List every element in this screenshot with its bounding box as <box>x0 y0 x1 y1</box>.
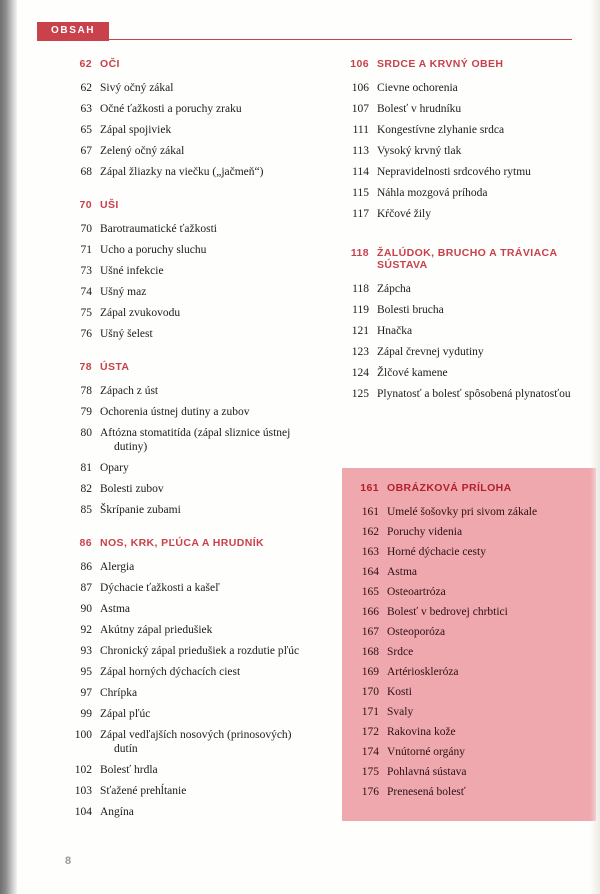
toc-entry[interactable] <box>65 405 335 419</box>
toc-entry[interactable] <box>65 306 335 320</box>
toc-entry-title: Rakovina kože <box>387 726 456 738</box>
toc-entry-page: 81 <box>80 462 92 474</box>
toc-entry-title: Akútny zápal priedušiek <box>100 624 213 636</box>
toc-entry[interactable] <box>352 605 596 619</box>
toc-entry-page: 121 <box>351 325 369 337</box>
toc-entry[interactable] <box>352 645 596 659</box>
toc-entry-title: Artérioskleróza <box>387 666 459 678</box>
toc-section-title: NOS, KRK, PĽÚCA A HRUDNÍK <box>100 537 264 549</box>
toc-entry[interactable] <box>65 581 335 595</box>
toc-entry-title-wrap <box>100 728 335 756</box>
toc-entry-page: 92 <box>80 624 92 636</box>
toc-section-page: 70 <box>79 199 92 211</box>
toc-entry-title: Pohlavná sústava <box>387 766 467 778</box>
toc-entry-title: Zápal žliazky na viečku („jačmeň“) <box>100 166 264 178</box>
toc-entry-title: Osteoartróza <box>387 586 446 598</box>
toc-entry[interactable] <box>352 745 596 759</box>
toc-entry[interactable] <box>65 707 335 721</box>
toc-entry-page: 103 <box>74 785 92 797</box>
toc-entry-title: Bolesti zubov <box>100 483 164 495</box>
toc-entry-page: 85 <box>80 504 92 516</box>
toc-entry[interactable] <box>342 165 600 179</box>
toc-section-title: ÚSTA <box>100 361 130 373</box>
toc-entry-page: 79 <box>80 406 92 418</box>
toc-entry-title-continuation: dutín <box>114 743 138 755</box>
toc-entry-page: 67 <box>80 145 92 157</box>
toc-section-title: OBRÁZKOVÁ PRÍLOHA <box>387 482 512 494</box>
toc-entry-page: 117 <box>352 208 369 220</box>
toc-section-page: 62 <box>79 58 92 70</box>
toc-entry-title: Opary <box>100 462 129 474</box>
toc-entry-page: 111 <box>352 124 369 136</box>
toc-entry-page: 176 <box>361 786 379 798</box>
toc-entry-page: 172 <box>361 726 379 738</box>
toc-entry-page: 71 <box>80 244 92 256</box>
toc-entry[interactable] <box>65 123 335 137</box>
toc-entry-title: Náhla mozgová príhoda <box>377 187 488 199</box>
toc-entry-page: 68 <box>80 166 92 178</box>
toc-entry[interactable] <box>352 725 596 739</box>
toc-entry[interactable] <box>65 784 335 798</box>
toc-entry-title: Zápal črevnej vydutiny <box>377 346 484 358</box>
toc-entry-page: 162 <box>361 526 379 538</box>
toc-entry[interactable] <box>65 805 335 819</box>
toc-entry-title: Zápach z úst <box>100 385 159 397</box>
toc-section-heading[interactable] <box>65 199 335 211</box>
toc-section <box>65 58 335 179</box>
toc-section <box>65 199 335 341</box>
toc-entry-page: 82 <box>80 483 92 495</box>
toc-entry-title: Barotraumatické ťažkosti <box>100 223 217 235</box>
toc-entry[interactable] <box>342 282 600 296</box>
toc-entry-title: Prenesená bolesť <box>387 786 466 798</box>
toc-entry[interactable] <box>65 482 335 496</box>
toc-entry[interactable] <box>352 525 596 539</box>
toc-entry-title: Zápal vedľajších nosových (prinosových) <box>100 729 292 741</box>
toc-section <box>342 58 600 221</box>
toc-entry-title-continuation: dutiny) <box>114 441 148 453</box>
toc-column-left <box>65 58 335 839</box>
toc-entry-page: 65 <box>80 124 92 136</box>
toc-section-heading[interactable] <box>342 247 600 271</box>
toc-entry-page: 174 <box>361 746 379 758</box>
toc-entry-title: Plynatosť a bolesť spôsobená plynatosťou <box>377 388 571 400</box>
toc-entry[interactable] <box>352 625 596 639</box>
toc-entry-title: Bolesť v bedrovej chrbtici <box>387 606 508 618</box>
toc-entry[interactable] <box>342 387 600 401</box>
toc-entry-title: Zápal pľúc <box>100 708 151 720</box>
toc-section-title: ŽALÚDOK, BRUCHO A TRÁVIACA SÚSTAVA <box>377 247 558 271</box>
toc-entry[interactable] <box>342 324 600 338</box>
toc-entry[interactable] <box>352 585 596 599</box>
toc-entry-title: Zápal spojiviek <box>100 124 172 136</box>
toc-entry-page: 107 <box>351 103 369 115</box>
toc-entry[interactable] <box>342 186 600 200</box>
toc-entry-title: Hnačka <box>377 325 413 337</box>
toc-entry-page: 70 <box>80 223 92 235</box>
toc-entry[interactable] <box>342 303 600 317</box>
toc-entry-title: Nepravidelnosti srdcového rytmu <box>377 166 531 178</box>
toc-entry-title: Zápcha <box>377 283 411 295</box>
toc-section <box>65 537 335 819</box>
toc-entry-title: Vysoký krvný tlak <box>377 145 462 157</box>
toc-entry[interactable] <box>65 602 335 616</box>
toc-entry-title: Škrípanie zubami <box>100 504 181 516</box>
toc-entry-page: 164 <box>361 566 379 578</box>
toc-entry-title: Zápal zvukovodu <box>100 307 181 319</box>
toc-entry-page: 74 <box>80 286 92 298</box>
toc-entry[interactable] <box>65 102 335 116</box>
toc-entry-page: 87 <box>80 582 92 594</box>
toc-entry-title: Astma <box>387 566 418 578</box>
toc-entry-page: 76 <box>80 328 92 340</box>
toc-entry[interactable] <box>65 665 335 679</box>
toc-column-right <box>342 58 600 421</box>
toc-entry-title: Ušný šelest <box>100 328 153 340</box>
toc-entry-title: Aftózna stomatitída (zápal sliznice ústnej <box>100 427 291 439</box>
toc-entry-page: 99 <box>80 708 92 720</box>
toc-entry-title: Horné dýchacie cesty <box>387 546 486 558</box>
toc-entry[interactable] <box>352 685 596 699</box>
toc-entry[interactable] <box>65 285 335 299</box>
toc-entry[interactable] <box>65 81 335 95</box>
toc-entry[interactable] <box>65 763 335 777</box>
toc-section-page: 86 <box>79 537 92 549</box>
toc-entry-title: Bolesť hrdla <box>100 764 158 776</box>
toc-entry[interactable] <box>65 222 335 236</box>
toc-entry-page: 62 <box>80 82 92 94</box>
toc-entry-title: Svaly <box>387 706 414 718</box>
toc-entry-page: 78 <box>80 385 92 397</box>
toc-entry[interactable] <box>342 345 600 359</box>
toc-section-heading[interactable] <box>342 58 600 70</box>
toc-entry-page: 165 <box>361 586 379 598</box>
toc-section-heading[interactable] <box>65 537 335 549</box>
toc-section-title: SRDCE A KRVNÝ OBEH <box>377 58 504 70</box>
page-header <box>37 22 572 40</box>
toc-entry-page: 63 <box>80 103 92 115</box>
toc-entry-title: Vnútorné orgány <box>387 746 466 758</box>
toc-entry-page: 114 <box>352 166 369 178</box>
toc-entry[interactable] <box>65 327 335 341</box>
toc-entry-page: 118 <box>352 283 369 295</box>
toc-entry[interactable] <box>352 785 596 799</box>
toc-entry[interactable] <box>65 728 335 756</box>
toc-entry[interactable] <box>65 623 335 637</box>
toc-entry-page: 175 <box>361 766 379 778</box>
toc-entry-title: Bolesti brucha <box>377 304 444 316</box>
toc-entry-title-wrap <box>100 426 335 454</box>
page-number: 8 <box>65 855 72 867</box>
toc-entry-title: Osteoporóza <box>387 626 446 638</box>
toc-entry-page: 168 <box>361 646 379 658</box>
toc-entry[interactable] <box>65 165 335 179</box>
toc-entry[interactable] <box>342 123 600 137</box>
toc-entry-title: Dýchacie ťažkosti a kašeľ <box>100 582 220 594</box>
toc-entry-page: 163 <box>361 546 379 558</box>
toc-section <box>342 247 600 401</box>
toc-entry-page: 93 <box>80 645 92 657</box>
toc-entry-page: 100 <box>74 729 92 741</box>
toc-entry-title: Zápal horných dýchacích ciest <box>100 666 241 678</box>
toc-entry-title: Angína <box>100 806 134 818</box>
toc-entry[interactable] <box>342 366 600 380</box>
toc-entry[interactable] <box>65 426 335 454</box>
toc-entry-title: Alergia <box>100 561 135 573</box>
toc-section-heading[interactable] <box>65 58 335 70</box>
toc-entry[interactable] <box>342 207 600 221</box>
toc-section-highlight-appendix <box>342 468 596 821</box>
toc-entry-title: Umelé šošovky pri sivom zákale <box>387 506 538 518</box>
toc-entry-title: Poruchy videnia <box>387 526 463 538</box>
toc-entry-page: 123 <box>351 346 369 358</box>
toc-entry[interactable] <box>342 102 600 116</box>
toc-entry-title: Cievne ochorenia <box>377 82 458 94</box>
toc-entry-title: Ochorenia ústnej dutiny a zubov <box>100 406 250 418</box>
toc-entry[interactable] <box>65 560 335 574</box>
toc-entry[interactable] <box>352 765 596 779</box>
toc-entry-title: Žlčové kamene <box>377 367 448 379</box>
toc-entry[interactable] <box>352 565 596 579</box>
toc-section-page: 118 <box>350 247 369 259</box>
toc-entry-title: Sivý očný zákal <box>100 82 174 94</box>
toc-entry[interactable] <box>65 644 335 658</box>
section-tab-label: OBSAH <box>37 22 109 41</box>
toc-entry-title: Ucho a poruchy sluchu <box>100 244 207 256</box>
toc-entry-page: 161 <box>361 506 379 518</box>
toc-entry-page: 106 <box>351 82 369 94</box>
toc-section-page: 161 <box>360 482 379 494</box>
toc-entry-page: 97 <box>80 687 92 699</box>
header-rule <box>37 39 572 40</box>
toc-entry[interactable] <box>65 686 335 700</box>
toc-entry-page: 169 <box>361 666 379 678</box>
toc-entry-page: 125 <box>351 388 369 400</box>
toc-entry[interactable] <box>342 144 600 158</box>
toc-entry-title: Ušný maz <box>100 286 147 298</box>
toc-entry[interactable] <box>352 705 596 719</box>
toc-entry-title: Srdce <box>387 646 414 658</box>
toc-entry[interactable] <box>65 503 335 517</box>
toc-entry-page: 115 <box>352 187 369 199</box>
toc-entry-page: 90 <box>80 603 92 615</box>
toc-entry-page: 73 <box>80 265 92 277</box>
toc-section-title: UŠI <box>100 199 119 211</box>
toc-entry-title: Kŕčové žily <box>377 208 431 220</box>
toc-entry[interactable] <box>352 665 596 679</box>
toc-section-title: OČI <box>100 58 120 70</box>
toc-entry-title: Sťažené prehĺtanie <box>100 785 187 797</box>
toc-entry-title: Kongestívne zlyhanie srdca <box>377 124 505 136</box>
toc-section-page: 106 <box>350 58 369 70</box>
toc-entry-title: Ušné infekcie <box>100 265 164 277</box>
toc-entry-page: 167 <box>361 626 379 638</box>
toc-entry[interactable] <box>65 461 335 475</box>
toc-entry-page: 86 <box>80 561 92 573</box>
toc-entry[interactable] <box>65 243 335 257</box>
toc-entry-page: 113 <box>352 145 369 157</box>
page-content-area <box>17 0 600 894</box>
toc-section-heading[interactable] <box>65 361 335 373</box>
toc-entry-title: Zelený očný zákal <box>100 145 185 157</box>
toc-entry-page: 102 <box>74 764 92 776</box>
toc-entry[interactable] <box>352 545 596 559</box>
toc-entry-title: Bolesť v hrudníku <box>377 103 462 115</box>
toc-entry[interactable] <box>65 264 335 278</box>
toc-section <box>65 361 335 517</box>
toc-entry-title: Chronický zápal priedušiek a rozdutie pľúc <box>100 645 300 657</box>
book-binding-edge <box>0 0 17 894</box>
toc-entry-page: 104 <box>74 806 92 818</box>
toc-entry-page: 171 <box>361 706 379 718</box>
toc-entry-page: 166 <box>361 606 379 618</box>
toc-entry-page: 124 <box>351 367 369 379</box>
toc-entry[interactable] <box>65 144 335 158</box>
toc-entry[interactable] <box>65 384 335 398</box>
toc-section-heading[interactable] <box>352 482 596 494</box>
toc-entry-title: Očné ťažkosti a poruchy zraku <box>100 103 242 115</box>
toc-entry[interactable] <box>342 81 600 95</box>
toc-entry-page: 170 <box>361 686 379 698</box>
toc-entry-title: Chrípka <box>100 687 138 699</box>
toc-entry-page: 119 <box>352 304 369 316</box>
toc-entry-page: 95 <box>80 666 92 678</box>
toc-section-page: 78 <box>79 361 92 373</box>
toc-entry[interactable] <box>352 505 596 519</box>
toc-entry-title: Kosti <box>387 686 412 698</box>
toc-entry-title: Astma <box>100 603 131 615</box>
toc-entry-page: 75 <box>80 307 92 319</box>
toc-entry-page: 80 <box>80 427 92 439</box>
